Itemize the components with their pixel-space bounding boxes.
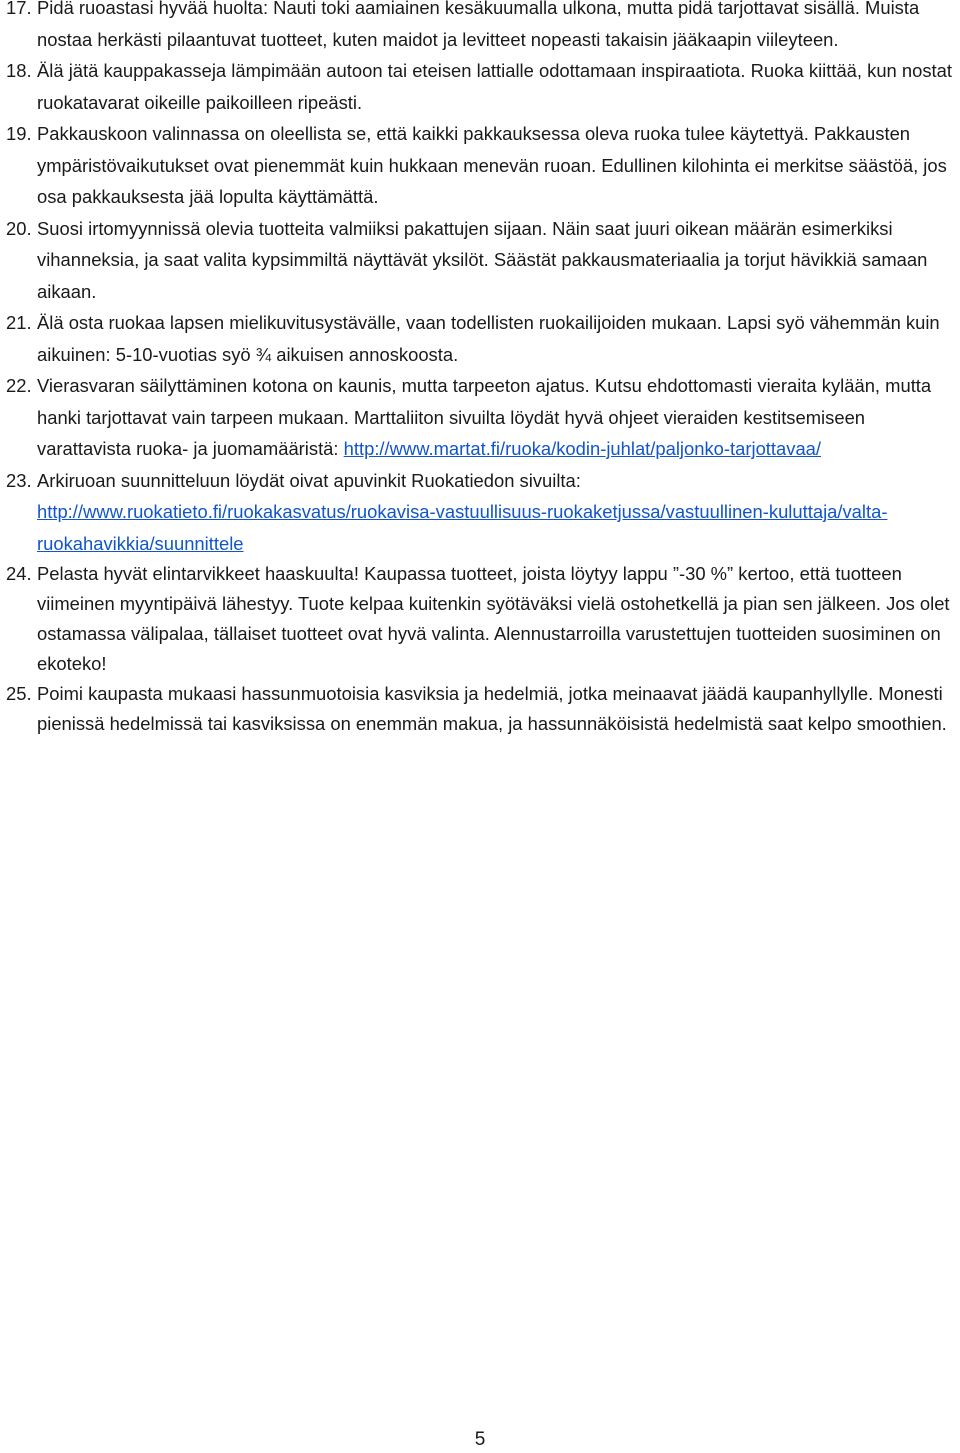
- page-number: 5: [474, 1429, 486, 1450]
- list-item-20: [6, 213, 954, 308]
- item-number: 19.: [6, 123, 32, 144]
- list-item-17: [6, 0, 954, 55]
- item-text: Poimi kaupasta mukaasi hassunmuotoisia kasviksia ja hedelmiä, jotka meinaavat jäädä kaupanhyllylle. Monesti pienissä hedelmissä tai kasviksissa on enemmän makua, ja hassunnäköisistä hedelmistä saat kelpo smoothien.: [37, 683, 947, 734]
- list-item-18: [6, 55, 954, 118]
- list-item-25: [6, 679, 954, 739]
- tips-list: [6, 0, 954, 739]
- item-text: [37, 375, 931, 459]
- item-text: Älä osta ruokaa lapsen mielikuvitusystävälle, vaan todellisten ruokailijoiden mukaan. Lapsi syö vähemmän kuin aikuinen: 5-10-vuotias syö ¾ aikuisen annoskoosta.: [37, 312, 940, 365]
- item-number: 23.: [6, 469, 32, 491]
- list-item-21: [6, 307, 954, 370]
- item-text: [37, 470, 887, 554]
- list-item-22: [6, 370, 954, 465]
- ruokatieto-link[interactable]: http://www.ruokatieto.fi/ruokakasvatus/ruokavisa-vastuullisuus-ruokaketjussa/vastuullinen-kuluttaja/valta-ruokahavikkia/suunnittele: [37, 501, 888, 554]
- item-number: 25.: [6, 683, 32, 704]
- list-item-23: [6, 465, 954, 560]
- item-number: 18.: [6, 60, 32, 81]
- list-item-19: [6, 118, 954, 213]
- martat-link[interactable]: http://www.martat.fi/ruoka/kodin-juhlat/paljonko-tarjottavaa/: [343, 438, 822, 459]
- item-text: Suosi irtomyynnissä olevia tuotteita valmiiksi pakattujen sijaan. Näin saat juuri oikean määrän esimerkiksi vihanneksia, ja saat valita kypsimmiltä näyttävät yksilöt. Säästät pakkausmateriaalia ja torjut hävikkiä samaan aikaan.: [37, 217, 928, 302]
- item-number: 24.: [6, 563, 32, 584]
- item-text: Älä jätä kauppakasseja lämpimään autoon tai eteisen lattialle odottamaan inspiraatiota. Ruoka kiittää, kun nostat ruokatavarat oikeille paikoilleen ripeästi.: [37, 60, 952, 113]
- item-number: 22.: [6, 375, 32, 396]
- list-item-24: [6, 559, 954, 679]
- item-number: 20.: [6, 217, 32, 239]
- item-text: Pidä ruoastasi hyvää huolta: Nauti toki aamiainen kesäkuumalla ulkona, mutta pidä tarjottavat sisällä. Muista nostaa herkästi pilaantuvat tuotteet, kuten maidot ja levitteet nopeasti takaisin jääkaapin viileyteen.: [37, 0, 920, 50]
- item-number: 17.: [6, 0, 32, 18]
- item-text-body: Arkiruoan suunnitteluun löydät oivat apuvinkit Ruokatiedon sivuilta:: [37, 469, 581, 491]
- item-number: 21.: [6, 312, 32, 333]
- item-text: Pakkauskoon valinnassa on oleellista se, että kaikki pakkauksessa oleva ruoka tulee käytettyä. Pakkausten ympäristövaikutukset ovat pienemmät kuin hukkaan menevän ruoan. Edullinen kilohinta ei merkitse säästöä, jos osa pakkauksesta jää lopulta käyttämättä.: [37, 123, 947, 207]
- item-text: Pelasta hyvät elintarvikkeet haaskuulta! Kaupassa tuotteet, joista löytyy lappu ”-30 %” kertoo, että tuotteen viimeinen myyntipäivä lähestyy. Tuote kelpaa kuitenkin syötäväksi vielä ostohetkellä ja pian sen jälkeen. Jos olet ostamassa välipalaa, tällaiset tuotteet ovat hyvä valinta. Alennustarroilla varustettujen tuotteiden suosiminen on ekoteko!: [37, 563, 950, 674]
- item-text-body: Vierasvaran säilyttäminen kotona on kaunis, mutta tarpeeton ajatus. Kutsu ehdottomasti vieraita kylään, mutta hanki tarjottavat vain tarpeen mukaan. Marttaliiton sivuilta löydät hyvä ohjeet vieraiden kestitsemiseen varattavista ruoka- ja juomamääristä:: [37, 375, 932, 459]
